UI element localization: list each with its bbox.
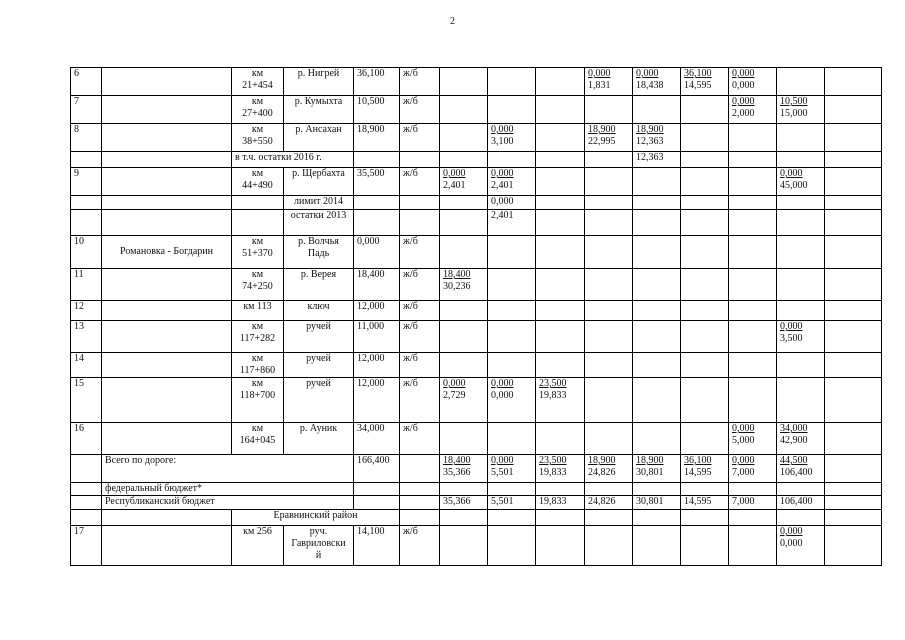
value: 12,363 xyxy=(636,152,664,163)
plan-value: 0,000 xyxy=(732,96,755,107)
cost-value: 42,900 xyxy=(780,435,808,446)
table-row xyxy=(71,301,882,321)
republic-value: 19,833 xyxy=(539,496,567,507)
page-number: 2 xyxy=(450,16,455,27)
table-row xyxy=(71,152,882,168)
cost-value: 18,438 xyxy=(636,80,664,91)
republic-row xyxy=(71,496,882,510)
plan-value: 23,500 xyxy=(539,378,567,389)
row-number: 13 xyxy=(74,321,84,332)
bridge-type: ж/б xyxy=(403,96,418,107)
bridge-length: 36,100 xyxy=(357,68,385,79)
river-name: р. Ансахан xyxy=(295,124,342,135)
river-name: ручей xyxy=(306,321,331,332)
km-marker: км 44+490 xyxy=(242,168,273,191)
river-name: р. Верея xyxy=(300,269,337,280)
cost-value: 0,000 xyxy=(780,538,803,549)
bridge-length: 35,500 xyxy=(357,168,385,179)
km-marker: км 51+370 xyxy=(242,236,273,259)
bridge-type: ж/б xyxy=(403,378,418,389)
plan-value: 18,900 xyxy=(636,455,664,466)
row-number: 9 xyxy=(74,168,79,179)
table-row xyxy=(71,236,882,269)
bridges-table xyxy=(70,67,882,566)
plan-value: 0,000 xyxy=(732,423,755,434)
table-row xyxy=(71,210,882,236)
plan-value: 0,000 xyxy=(491,455,514,466)
bridge-length: 18,400 xyxy=(357,269,385,280)
bridge-type: ж/б xyxy=(403,301,418,312)
plan-value: 18,400 xyxy=(443,455,471,466)
bridge-length: 12,000 xyxy=(357,353,385,364)
bridge-type: ж/б xyxy=(403,269,418,280)
row-number: 14 xyxy=(74,353,84,364)
plan-value: 10,500 xyxy=(780,96,808,107)
cost-value: 3,500 xyxy=(780,333,803,344)
cost-value: 2,401 xyxy=(491,180,514,191)
row-number: 6 xyxy=(74,68,79,79)
plan-value: 0,000 xyxy=(732,68,755,79)
table-row xyxy=(71,269,882,301)
cost-value: 14,595 xyxy=(684,80,712,91)
plan-value: 0,000 xyxy=(780,321,803,332)
district-name: Еравнинский район xyxy=(273,510,358,521)
river-name: ручей xyxy=(306,353,331,364)
table-row xyxy=(71,68,882,96)
plan-value: 0,000 xyxy=(443,168,466,179)
cost-value: 14,595 xyxy=(684,467,712,478)
plan-value: 18,400 xyxy=(443,269,471,280)
table-row xyxy=(71,353,882,378)
cost-value: 15,000 xyxy=(780,108,808,119)
plan-value: 23,500 xyxy=(539,455,567,466)
table-row xyxy=(71,526,882,566)
river-name: р. Щербахта xyxy=(292,168,345,179)
bridge-length: 18,900 xyxy=(357,124,385,135)
republic-value: 35,366 xyxy=(443,496,471,507)
total-row xyxy=(71,455,882,483)
plan-value: 0,000 xyxy=(491,378,514,389)
river-name: р. Нигрей xyxy=(297,68,340,79)
cost-value: 2,729 xyxy=(443,390,466,401)
cost-value: 22,995 xyxy=(588,136,616,147)
route-name-text: Романовка - Богдарин xyxy=(120,246,213,257)
plan-value: 0,000 xyxy=(443,378,466,389)
cost-value: 30,236 xyxy=(443,281,471,292)
subrow-label: остатки 2013 xyxy=(290,210,347,221)
cost-value: 24,826 xyxy=(588,467,616,478)
km-marker: км 117+282 xyxy=(239,321,276,344)
plan-value: 18,900 xyxy=(588,124,616,135)
district-row xyxy=(71,510,882,526)
bridge-length: 0,000 xyxy=(357,236,380,247)
plan-value: 36,100 xyxy=(684,68,712,79)
river-name: р. Кумыхта xyxy=(294,96,343,107)
cost-value: 35,366 xyxy=(443,467,471,478)
table-row xyxy=(71,423,882,455)
cost-value: 5,000 xyxy=(732,435,755,446)
table-row xyxy=(71,168,882,196)
plan-value: 18,900 xyxy=(588,455,616,466)
cost-value: 0,000 xyxy=(491,390,514,401)
bridge-length: 10,500 xyxy=(357,96,385,107)
table-row xyxy=(71,196,882,210)
cost-value: 45,000 xyxy=(780,180,808,191)
row-number: 10 xyxy=(74,236,84,247)
river-name: ключ xyxy=(307,301,330,312)
cost-value: 5,501 xyxy=(491,467,514,478)
bridge-type: ж/б xyxy=(403,68,418,79)
cost-value: 1,831 xyxy=(588,80,611,91)
plan-value: 34,000 xyxy=(780,423,808,434)
river-name: р. Ауник xyxy=(299,423,338,434)
plan-value: 0,000 xyxy=(732,455,755,466)
total-length: 166,400 xyxy=(357,455,390,466)
row-number: 16 xyxy=(74,423,84,434)
bridge-length: 11,000 xyxy=(357,321,385,332)
river-name: ручей xyxy=(306,378,331,389)
km-marker: км 27+400 xyxy=(242,96,273,119)
row-number: 17 xyxy=(74,526,84,537)
bridge-type: ж/б xyxy=(403,353,418,364)
plan-value: 0,000 xyxy=(491,124,514,135)
cost-value: 106,400 xyxy=(780,467,813,478)
republic-value: 5,501 xyxy=(491,496,514,507)
federal-row xyxy=(71,483,882,496)
cost-value: 0,000 xyxy=(732,80,755,91)
cost-value: 12,363 xyxy=(636,136,664,147)
bridge-length: 12,000 xyxy=(357,378,385,389)
cost-value: 19,833 xyxy=(539,390,567,401)
row-number: 12 xyxy=(74,301,84,312)
subrow-label: лимит 2014 xyxy=(294,196,343,207)
km-marker: км 164+045 xyxy=(239,423,276,446)
republic-value: 14,595 xyxy=(684,496,712,507)
plan-value: 0,000 xyxy=(780,168,803,179)
plan-value: 0,000 xyxy=(636,68,659,79)
table-row xyxy=(71,124,882,152)
subrow-label: в т.ч. остатки 2016 г. xyxy=(235,152,322,163)
cost-value: 3,100 xyxy=(491,136,514,147)
bridge-length: 34,000 xyxy=(357,423,385,434)
bridge-length: 12,000 xyxy=(357,301,385,312)
cost-value: 19,833 xyxy=(539,467,567,478)
total-label: Всего по дороге: xyxy=(105,455,177,466)
table-row xyxy=(71,96,882,124)
river-name: руч. Гавриловски й xyxy=(291,526,346,561)
km-marker: км 74+250 xyxy=(242,269,273,292)
plan-value: 18,900 xyxy=(636,124,664,135)
plan-value: 0,000 xyxy=(491,168,514,179)
km-marker: км 117+860 xyxy=(239,353,276,376)
bridge-length: 14,100 xyxy=(357,526,385,537)
row-number: 7 xyxy=(74,96,79,107)
plan-value: 0,000 xyxy=(780,526,803,537)
bridge-type: ж/б xyxy=(403,168,418,179)
km-marker: км 256 xyxy=(243,526,272,537)
plan-value: 0,000 xyxy=(588,68,611,79)
republic-value: 106,400 xyxy=(780,496,813,507)
bridge-type: ж/б xyxy=(403,526,418,537)
plan-value: 44,500 xyxy=(780,455,808,466)
km-marker: км 113 xyxy=(243,301,272,312)
route-name xyxy=(102,236,232,269)
republic-value: 7,000 xyxy=(732,496,755,507)
bridge-type: ж/б xyxy=(403,321,418,332)
km-marker: км 38+550 xyxy=(242,124,273,147)
table-row xyxy=(71,378,882,423)
plan-value: 36,100 xyxy=(684,455,712,466)
republic-value: 30,801 xyxy=(636,496,664,507)
cost-value: 30,801 xyxy=(636,467,664,478)
federal-label: федеральный бюджет* xyxy=(105,483,203,494)
km-marker: км 21+454 xyxy=(242,68,273,91)
cost-value: 2,000 xyxy=(732,108,755,119)
row-number: 11 xyxy=(74,269,84,280)
bridge-type: ж/б xyxy=(403,124,418,135)
km-marker: км 118+700 xyxy=(239,378,276,401)
value: 2,401 xyxy=(491,210,514,221)
republic-value: 24,826 xyxy=(588,496,616,507)
bridge-type: ж/б xyxy=(403,423,418,434)
bridge-type: ж/б xyxy=(403,236,418,247)
row-number: 15 xyxy=(74,378,84,389)
row-number: 8 xyxy=(74,124,79,135)
cost-value: 2,401 xyxy=(443,180,466,191)
cost-value: 7,000 xyxy=(732,467,755,478)
table-row xyxy=(71,321,882,353)
river-name: р. Волчья Падь xyxy=(298,236,339,259)
value: 0,000 xyxy=(491,196,514,207)
republic-label: Республиканский бюджет xyxy=(105,496,215,507)
